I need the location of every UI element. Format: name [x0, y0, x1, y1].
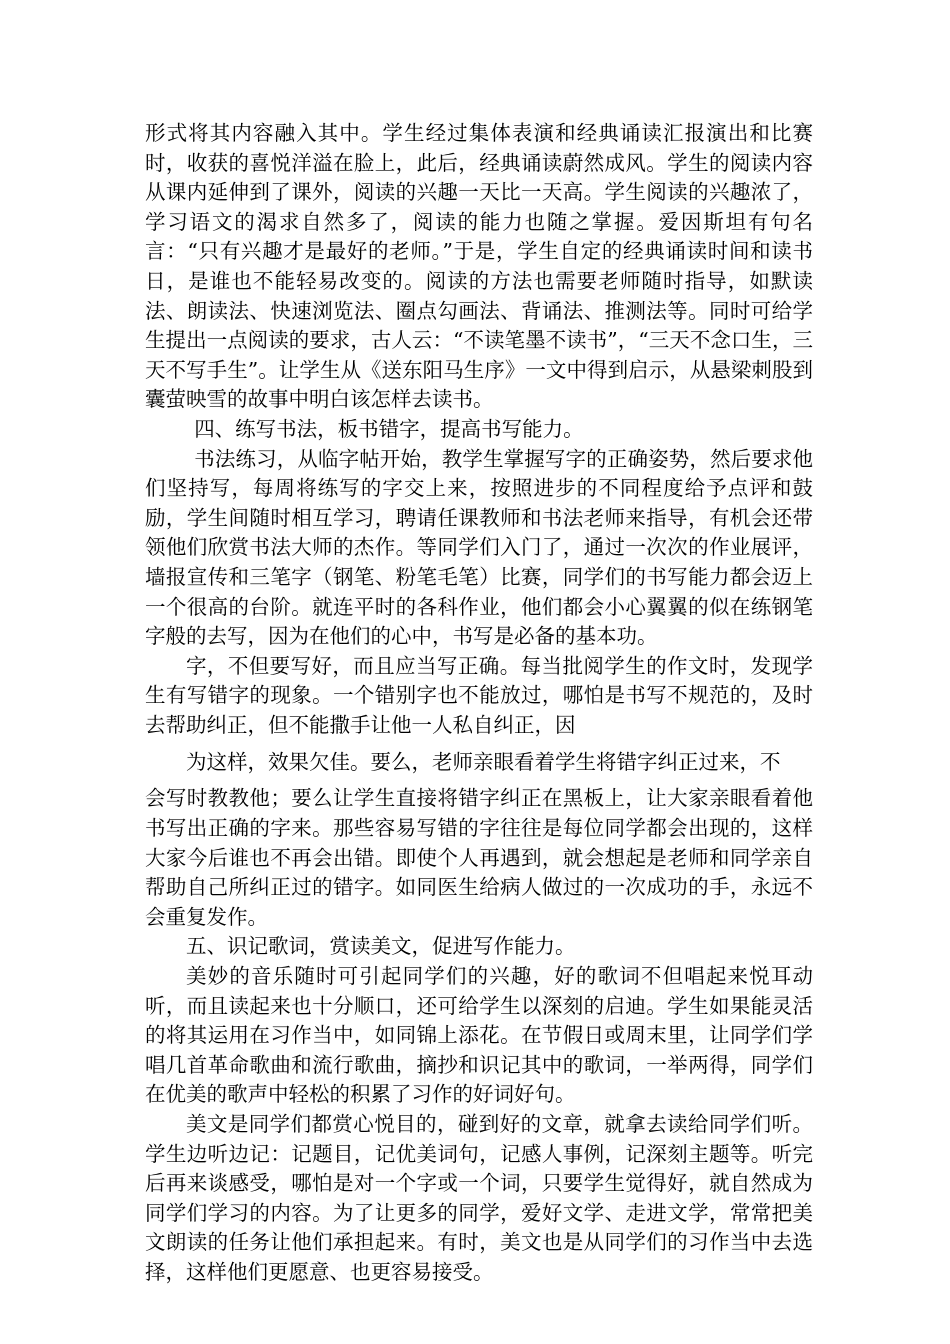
document-page: [145, 119, 813, 1288]
paragraph-song-lyrics: 美妙的音乐随时可引起同学们的兴趣，好的歌词不但唱起来悦耳动听，而且读起来也十分顺口，还可给学生以深刻的启迪。学生如果能灵活的将其运用在习作当中，如同锦上添花。在节假日或周末里，让同学们学唱几首革命歌曲和流行歌曲，摘抄和识记其中的歌词，一举两得，同学们在优美的歌声中轻松的积累了习作的好词好句。: [145, 964, 813, 1107]
paragraph-correct-writing-part-3: 会写时教教他；要么让学生直接将错字纠正在黑板上，让大家亲眼看着他书写出正确的字来。那些容易写错的字往往是每位同学都会出现的，这样大家今后谁也不再会出错。即使个人再遇到，就会想起是老师和同学亲自帮助自己所纠正过的错字。如同医生给病人做过的一次成功的手，永远不会重复发作。: [145, 786, 813, 929]
paragraph-reading-interest: 形式将其内容融入其中。学生经过集体表演和经典诵读汇报演出和比赛时，收获的喜悦洋溢在脸上，此后，经典诵读蔚然成风。学生的阅读内容从课内延伸到了课外，阅读的兴趣一天比一天高。学生阅读的兴趣浓了，学习语文的渴求自然多了，阅读的能力也随之掌握。爱因斯坦有句名言：“只有兴趣才是最好的老师。”于是，学生自定的经典诵读时间和读书日，是谁也不能轻易改变的。阅读的方法也需要老师随时指导，如默读法、朗读法、快速浏览法、圈点勾画法、背诵法、推测法等。同时可给学生提出一点阅读的要求，古人云：“不读笔墨不读书”，“三天不念口生，三天不写手生”。让学生从《送东阳马生序》一文中得到启示，从悬梁刺股到囊萤映雪的故事中明白该怎样去读书。: [145, 121, 813, 412]
paragraph-calligraphy-practice: 书法练习，从临字帖开始，教学生掌握写字的正确姿势，然后要求他们坚持写，每周将练写的字交上来，按照进步的不同程度给予点评和鼓励，学生间随时相互学习，聘请任课教师和书法老师来指导，有机会还带领他们欣赏书法大师的杰作。等同学们入门了，通过一次次的作业展评，墙报宣传和三笔字（钢笔、粉笔毛笔）比赛，同学们的书写能力都会迈上一个很高的台阶。就连平时的各科作业，他们都会小心翼翼的似在练钢笔字般的去写，因为在他们的心中，书写是必备的基本功。: [145, 446, 813, 649]
paragraph-correct-writing-part-1: 字，不但要写好，而且应当写正确。每当批阅学生的作文时，发现学生有写错字的现象。一个错别字也不能放过，哪怕是书写不规范的，及时去帮助纠正，但不能撒手让他一人私自纠正，因: [145, 653, 813, 737]
paragraph-correct-writing-part-2: 为这样，效果欠佳。要么，老师亲眼看着学生将错字纠正过来，不: [186, 750, 781, 775]
paragraph-correct-writing: [145, 652, 813, 933]
section-heading-lyrics: 五、识记歌词，赏读美文，促进写作能力。: [186, 934, 576, 959]
paragraph-beautiful-articles: 美文是同学们都赏心悦目的，碰到好的文章，就拿去读给同学们听。学生边听边记：记题目，记优美词句，记感人事例，记深刻主题等。听完后再来谈感受，哪怕是对一个字或一个词，只要学生觉得好，就自然成为同学们学习的内容。为了让更多的同学，爱好文学、走进文学，常常把美文朗读的任务让他们承担起来。有时，美文也是从同学们的习作当中去选择，这样他们更愿意、也更容易接受。: [145, 1112, 813, 1284]
section-heading-calligraphy: 四、练写书法，板书错字，提高书写能力。: [194, 416, 584, 441]
